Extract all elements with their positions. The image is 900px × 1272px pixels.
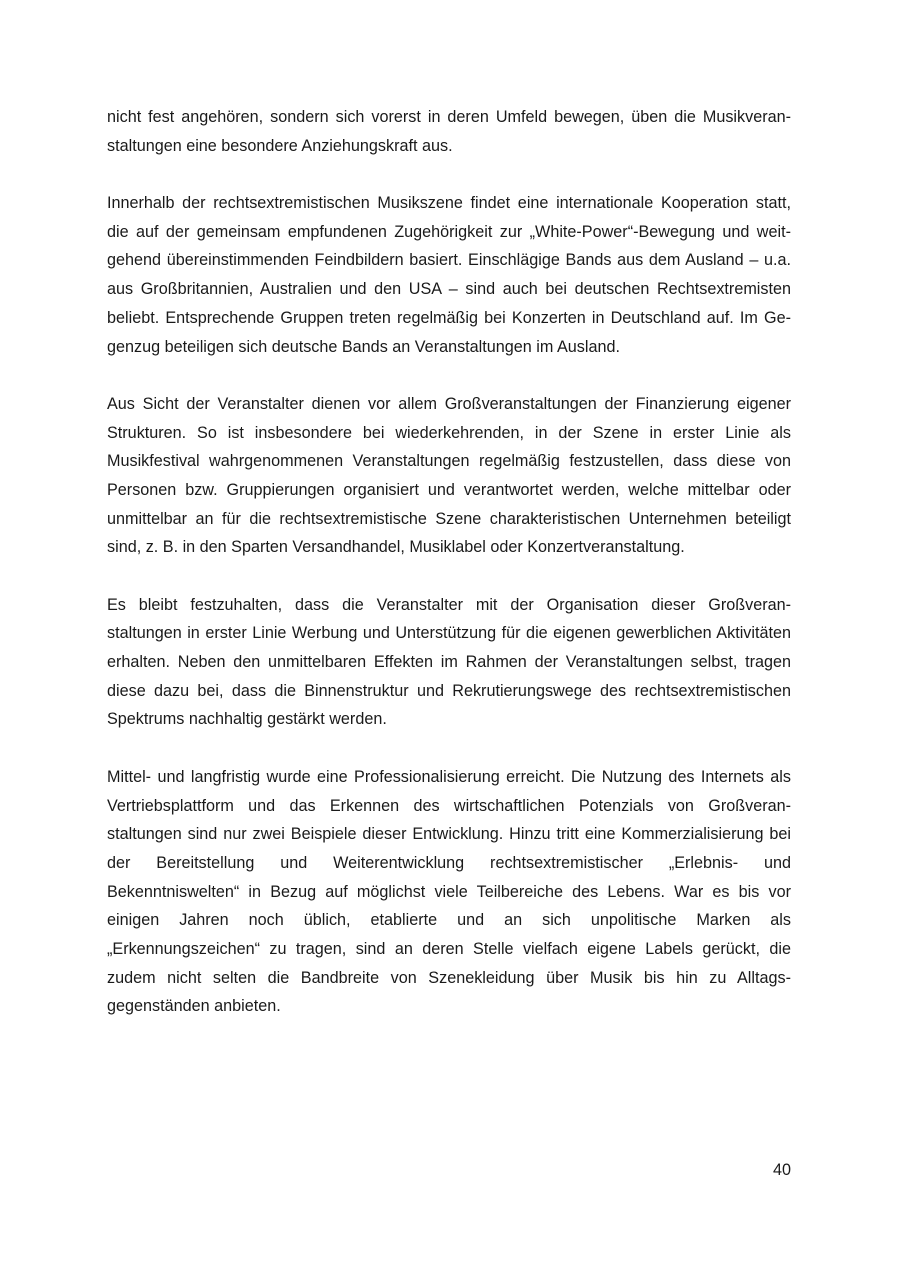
text-line: aus Großbritannien, Australien und den USA – sind auch bei deutschen Rechtsextremisten — [107, 280, 791, 299]
paragraph-5 — [107, 763, 791, 1021]
text-line: gegenständen anbieten. — [107, 997, 281, 1016]
paragraph-3 — [107, 390, 791, 562]
text-line: staltungen eine besondere Anziehungskraft aus. — [107, 136, 453, 155]
text-line: Innerhalb der rechtsextremistischen Musikszene findet eine internationale Kooperation statt, — [107, 194, 791, 213]
paragraph-2 — [107, 189, 791, 361]
text-line: staltungen in erster Linie Werbung und Unterstützung für die eigenen gewerblichen Aktivitäten — [107, 624, 791, 643]
text-line: nicht fest angehören, sondern sich vorerst in deren Umfeld bewegen, üben die Musikveran- — [107, 108, 791, 126]
text-line: Spektrums nachhaltig gestärkt werden. — [107, 710, 387, 729]
text-line: „Erkennungszeichen“ zu tragen, sind an deren Stelle vielfach eigene Labels gerückt, die — [107, 939, 791, 958]
text-line: einigen Jahren noch üblich, etablierte und an sich unpolitische Marken als — [107, 911, 791, 930]
text-line: Bekenntniswelten“ in Bezug auf möglichst viele Teilbereiche des Lebens. War es bis vor — [107, 882, 791, 901]
text-line: die auf der gemeinsam empfundenen Zugehörigkeit zur „White-Power“-Bewegung und weit- — [107, 222, 791, 241]
text-line: Vertriebsplattform und das Erkennen des wirtschaftlichen Potenzials von Großveran- — [107, 796, 791, 815]
text-line: sind, z. B. in den Sparten Versandhandel, Musiklabel oder Konzertveranstaltung. — [107, 538, 685, 557]
page-number: 40 — [772, 1161, 791, 1179]
text-line: Mittel- und langfristig wurde eine Professionalisierung erreicht. Die Nutzung des Internets als — [107, 767, 791, 786]
text-line: gehend übereinstimmenden Feindbildern basiert. Einschlägige Bands aus dem Ausland – u.a. — [107, 251, 791, 270]
text-line: beliebt. Entsprechende Gruppen treten regelmäßig bei Konzerten in Deutschland auf. Im Ge- — [107, 308, 791, 327]
text-line: erhalten. Neben den unmittelbaren Effekten im Rahmen der Veranstaltungen selbst, tragen — [107, 653, 791, 672]
text-line: genzug beteiligen sich deutsche Bands an Veranstaltungen im Ausland. — [107, 337, 620, 356]
paragraph-4 — [107, 591, 791, 734]
text-line: der Bereitstellung und Weiterentwicklung rechtsextremistischer „Erlebnis- und — [107, 853, 791, 872]
text-line: Strukturen. So ist insbesondere bei wiederkehrenden, in der Szene in erster Linie als — [107, 423, 791, 442]
text-line: Es bleibt festzuhalten, dass die Veranstalter mit der Organisation dieser Großveran- — [107, 595, 791, 614]
text-line: Aus Sicht der Veranstalter dienen vor allem Großveranstaltungen der Finanzierung eigener — [107, 394, 791, 413]
text-line: zudem nicht selten die Bandbreite von Szenekleidung über Musik bis hin zu Alltags- — [107, 968, 791, 987]
text-line: unmittelbar an für die rechtsextremistische Szene charakteristischen Unternehmen beteiligt — [107, 509, 791, 528]
paragraph-1 — [107, 103, 791, 160]
text-line: diese dazu bei, dass die Binnenstruktur und Rekrutierungswege des rechtsextremistischen — [107, 681, 791, 700]
document-body — [107, 103, 791, 1050]
text-line: staltungen sind nur zwei Beispiele dieser Entwicklung. Hinzu tritt eine Kommerzialisierung bei — [107, 825, 791, 844]
text-line: Musikfestival wahrgenommenen Veranstaltungen regelmäßig festzustellen, dass diese von — [107, 452, 791, 471]
text-line: Personen bzw. Gruppierungen organisiert und verantwortet werden, welche mittelbar oder — [107, 480, 791, 499]
